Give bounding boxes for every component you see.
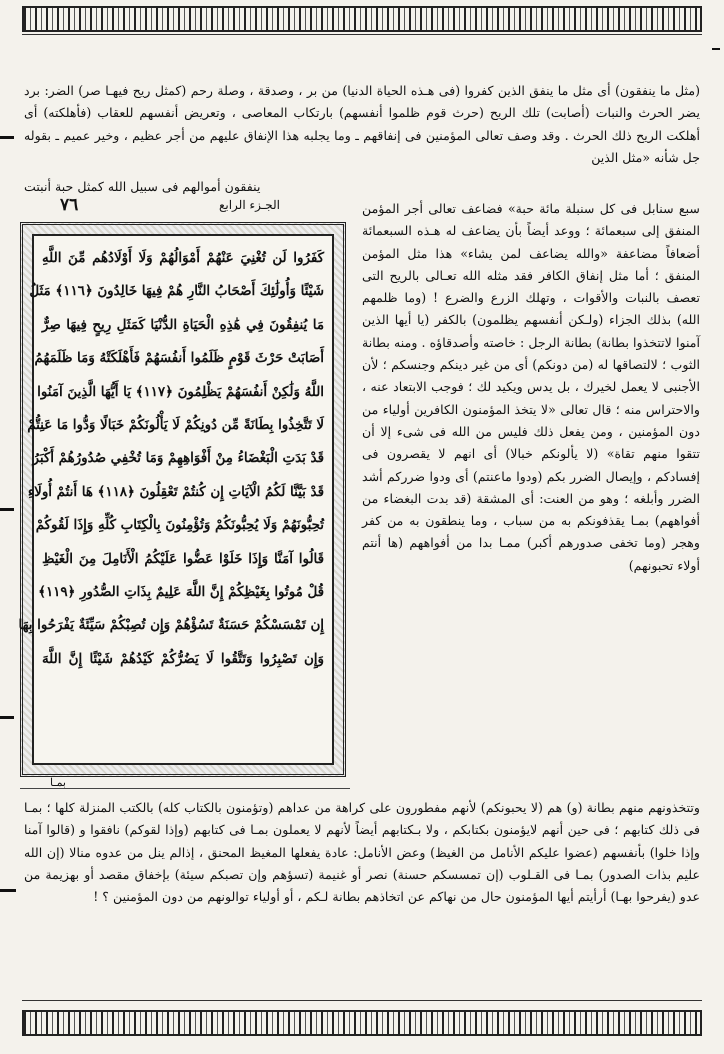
quran-line: قَدْ بَيَّنَّا لَكُمُ الْآيَاتِ إِن كُنتُمْ تَعْقِلُونَ ﴿١١٨﴾ هَا أَنتُمْ أُولَاءِ	[27, 483, 324, 500]
quran-line: مَا يُنفِقُونَ فِي هَٰذِهِ الْحَيَاةِ الدُّنْيَا كَمَثَلِ رِيحٍ فِيهَا صِرٌّ	[42, 316, 324, 333]
quran-line: قُلْ مُوتُوا بِغَيْظِكُمْ إِنَّ اللَّهَ عَلِيمٌ بِذَاتِ الصُّدُورِ ﴿١١٩﴾	[38, 584, 324, 601]
running-header	[60, 195, 320, 218]
commentary-bottom: وتتخذونهم منهم بطانة (و) هم (لا يحبونكم) لأنهم مفطورون على كراهة من عداهم (وتؤمنون بالكتاب كله) بالكتب المنزلة كلها ؛ بمـا فى ذلك كتابهم ؛ فى حين أنهم لايؤمنون بكتابكم ، ولا بـكتابهم أيضاً لأنهم لا يعملون بمـا فى كتابهم (وإذا لقوكم) نافقوا و (قالوا آمنا وإذا خلوا) بأنفسهم (عضوا عليكم الأنامل من الغيظ) وعض الأنامل: عادة يفعلها المغيظ المحنق ، إذالم ينل من عدوه منالا (إن الله عليم بذات الصدور) بمـا فى القـلوب (إن تمسسكم حسنة) نصر أو غنيمة (تسؤهم وإن تصبكم سيئة) بإخفاق مقصد أو بهزيمة من عدو (يفرحوا بهـا) أرأيتم أيها المؤمنون حال من نهاكم عن اتخاذهم بطانة لـكم ، أو أولياء توالونهم من دون المؤمنين ؟ !	[24, 800, 700, 905]
quran-line: قَالُوا آمَنَّا وَإِذَا خَلَوْا عَضُّوا عَلَيْكُمُ الْأَنَامِلَ مِنَ الْغَيْظِ	[42, 550, 324, 567]
quran-line: لَا تَتَّخِذُوا بِطَانَةً مِّن دُونِكُمْ لَا يَأْلُونَكُمْ خَبَالًا وَدُّوا مَا عَنِتُّمْ	[27, 417, 324, 434]
commentary-side-column: سبع سنابل فى كل سنبلة مائة حبة» فضاعف تعالى أجر المؤمن المنفق إلى سبعمائة ؛ ووعد أيضاً بأن يضاعف له هـذه السبعمائة أضعافاً مضاعفة «والله يضاعف لمن يشاء» هذا مثل المؤمن المنفق ؛ أما مثل إنفاق الكافر فقد مثله الله تعـالى بالريح التى تعصف بالنبات والأقوات ، وتهلك الزرع والضرع ! (وما ظلمهم الله) بذلك الجزاء (ولـكن أنفسهم يظلمون) بالكفر (يا أيها الذين آمنوا لاتتخذوا بطانة) بطانة الرجل : خاصته وأصدقاؤه . ومنه بطانة الثوب ؛ لالتصاقها له (من دونكم) أى من غير دينكم وجنسكم ؛ لأن الأجنبى لا يعمل لخيرك ، بل يدس ويكيد لك ؛ فوجب الابتعاد عنه ، والاحتراس منه ؛ قال تعالى «لا يتخذ المؤمنون الكافرين أولياء من دون المؤمنين ، ومن يفعل ذلك فليس من الله فى شىء إلا أن تتقوا منهم تقاة» (لا يألونكم خبالا) أى انهم لا يقصرون فى إفسادكم ، وإيصال الضرر بكم (ودوا ماعنتم) أى ودوا ضرركم أشد الضرر وأبلغه ؛ وهو من العنت: أى المشقة (قد بدت البغضاء من أفواههم) بمـا يقذفونكم به من سباب ، وما ينطقون به من كفر وهجر (وما تخفى صدورهم أكبر) ممـا بدا من أفواههم (ها أنتم أولاء تحبونهم)	[362, 201, 700, 573]
quran-text-panel	[18, 234, 334, 765]
juz-label: الجـزء الرابع	[218, 198, 280, 212]
bottom-ornamental-border	[22, 1010, 702, 1036]
margin-mark	[712, 48, 720, 50]
bottom-rule	[22, 1000, 702, 1001]
margin-mark	[0, 136, 14, 139]
quran-line: قَدْ بَدَتِ الْبَغْضَاءُ مِنْ أَفْوَاهِهِمْ وَمَا تُخْفِي صُدُورُهُمْ أَكْبَرُ	[32, 450, 324, 467]
separator-rule	[20, 788, 350, 789]
commentary-top: (مثل ما ينفقون) أى مثل ما ينفق الذين كفروا (فى هـذه الحياة الدنيا) من بر ، وصدقة ، وصلة رحم (كمثل ريح فيهـا صر) الضر: برد يضر الحرث والنبات (أصابت) تلك الريح (حرث قوم ظلموا أنفسهم) بارتكاب المعاصى ، وتعريض أنفسهم للعقاب (فأهلكته) أى أهلكت الريح ذلك الحرث . وقد وصف تعالى المؤمنين فى إنفاقهم ـ وما يجلبه هذا الإنفاق عليهم من أجر عظيم ، وخير عميم ـ بقوله جل شأنه «مثل الذين	[24, 83, 700, 165]
quran-line: شَيْئًا وَأُولَٰئِكَ أَصْحَابُ النَّارِ هُمْ فِيهَا خَالِدُونَ ﴿١١٦﴾ مَثَلُ	[29, 283, 324, 300]
quran-text-frame	[20, 222, 346, 777]
margin-mark	[0, 889, 16, 892]
top-ornamental-border	[22, 6, 702, 32]
commentary-wrap-line: ينفقون أموالهم فى سبيل الله كمثل حبة أنبتت	[24, 179, 261, 194]
quran-line: أَصَابَتْ حَرْثَ قَوْمٍ ظَلَمُوا أَنفُسَهُمْ فَأَهْلَكَتْهُ وَمَا ظَلَمَهُمُ	[34, 350, 324, 367]
top-rule	[22, 34, 702, 35]
quran-line: كَفَرُوا لَن تُغْنِيَ عَنْهُمْ أَمْوَالُهُمْ وَلَا أَوْلَادُهُم مِّنَ اللَّهِ	[42, 250, 324, 266]
quran-line: تُحِبُّونَهُمْ وَلَا يُحِبُّونَكُمْ وَتُؤْمِنُونَ بِالْكِتَابِ كُلِّهِ وَإِذَا لَقُوكُمْ	[35, 517, 324, 534]
quran-line: إِن تَمْسَسْكُمْ حَسَنَةٌ تَسُؤْهُمْ وَإِن تُصِبْكُمْ سَيِّئَةٌ يَفْرَحُوا بِهَا	[18, 617, 324, 634]
page-number: ٧٦	[60, 195, 79, 215]
margin-mark	[0, 508, 14, 511]
catchword: بمـا	[50, 776, 66, 789]
quran-line: وَإِن تَصْبِرُوا وَتَتَّقُوا لَا يَضُرُّكُمْ كَيْدُهُمْ شَيْئًا إِنَّ اللَّهَ	[42, 650, 324, 667]
margin-mark	[0, 716, 14, 719]
quran-line: اللَّهُ وَلَٰكِنْ أَنفُسَهُمْ يَظْلِمُونَ ﴿١١٧﴾ يَا أَيُّهَا الَّذِينَ آمَنُوا	[37, 383, 324, 400]
